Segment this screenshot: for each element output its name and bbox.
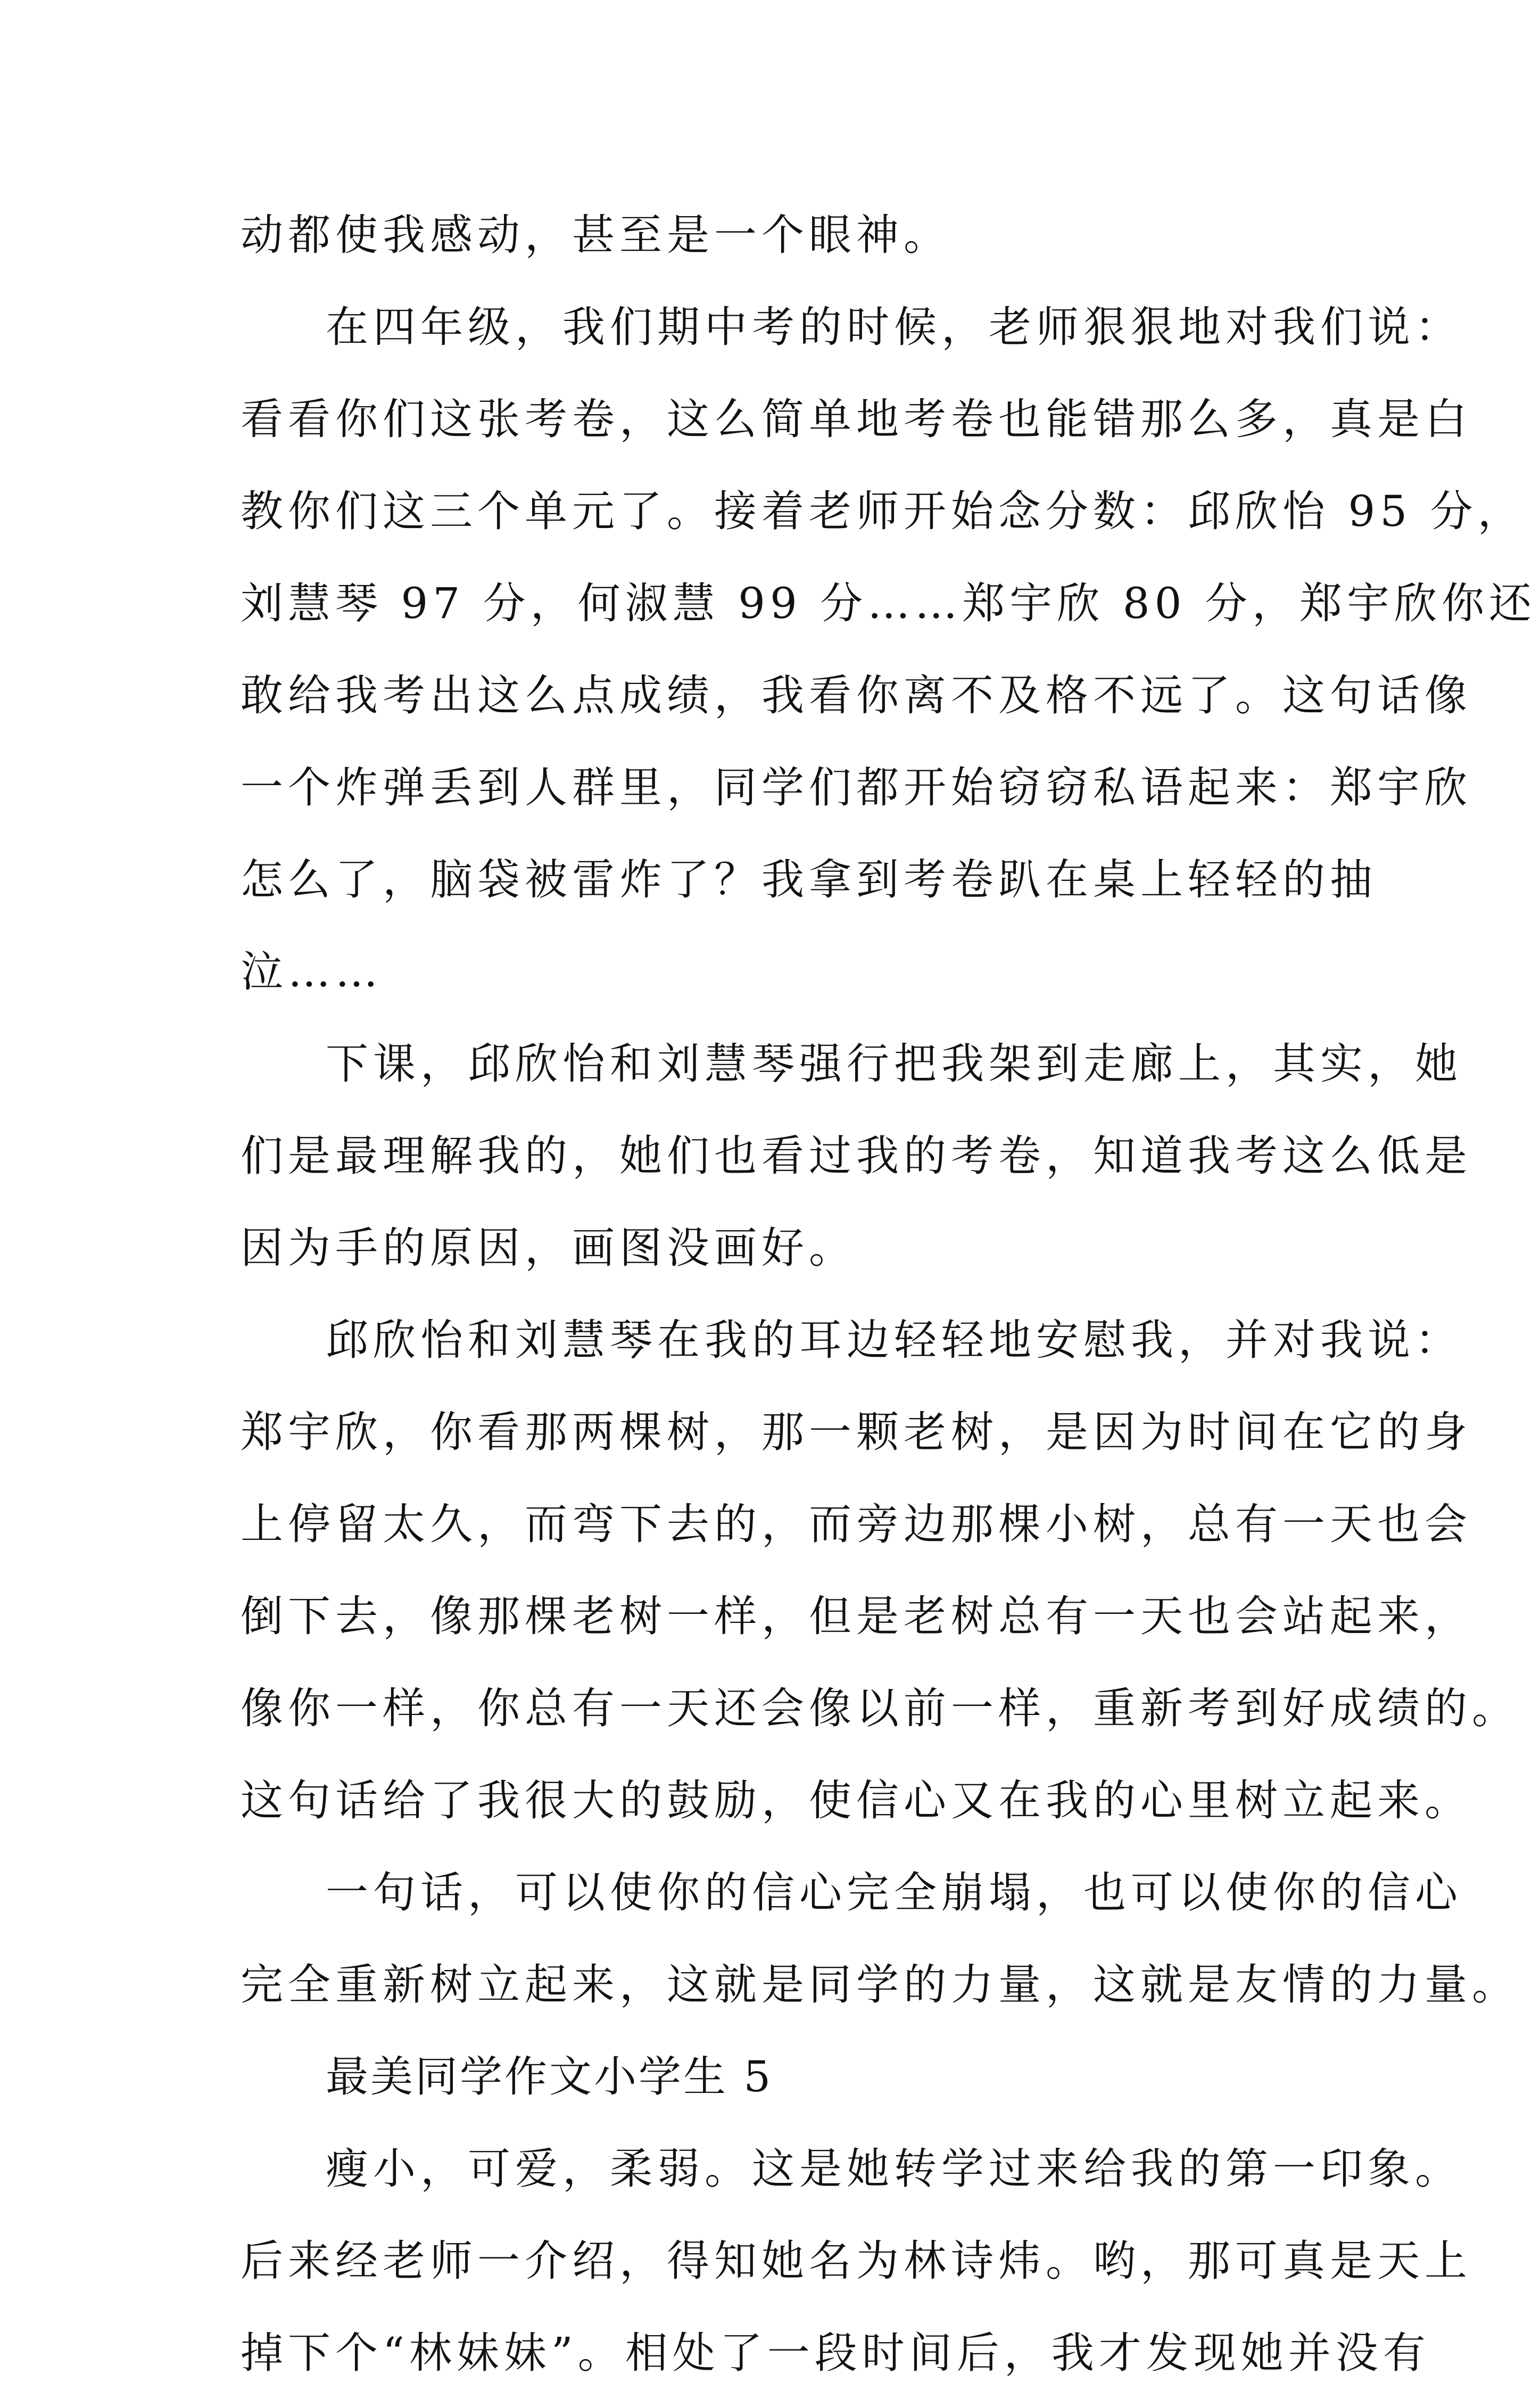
text-line: 泣……	[241, 947, 383, 996]
paragraph-2	[241, 281, 1536, 1018]
text-line: 一句话，可以使你的信心完全崩塌，也可以使你的信心	[326, 1868, 1462, 1917]
text-line: 掉下个“林妹妹”。相处了一段时间后，我才发现她并没有	[241, 2328, 1430, 2378]
essay-body	[241, 189, 1536, 2399]
text-line: 下课，邱欣怡和刘慧琴强行把我架到走廊上，其实，她	[326, 1039, 1462, 1089]
text-line: 一个炸弹丢到人群里，同学们都开始窃窃私语起来：郑宇欣	[241, 763, 1472, 812]
text-line: 在四年级，我们期中考的时候，老师狠狠地对我们说：	[326, 302, 1462, 352]
text-line: 教你们这三个单元了。接着老师开始念分数：邱欣怡 95 分，	[241, 487, 1525, 536]
text-line: 敢给我考出这么点成绩，我看你离不及格不远了。这句话像	[241, 671, 1472, 720]
essay-title: 最美同学作文小学生 5	[326, 2052, 773, 2101]
text-line: 邱欣怡和刘慧琴在我的耳边轻轻地安慰我，并对我说：	[326, 1315, 1462, 1365]
paragraph-6	[241, 2123, 1472, 2399]
section-heading	[241, 2031, 1319, 2123]
text-line: 瘦小，可爱，柔弱。这是她转学过来给我的第一印象。	[326, 2144, 1462, 2194]
text-line: 刘慧琴 97 分，何淑慧 99 分……郑宇欣 80 分，郑宇欣你还	[241, 579, 1536, 628]
text-line: 因为手的原因，画图没画好。	[241, 1223, 856, 1273]
text-line: 像你一样，你总有一天还会像以前一样，重新考到好成绩的。	[241, 1684, 1519, 1733]
paragraph-4	[241, 1294, 1519, 1846]
text-line: 这句话给了我很大的鼓励，使信心又在我的心里树立起来。	[241, 1776, 1472, 1825]
paragraph-3	[241, 1018, 1472, 1294]
text-line: 怎么了，脑袋被雷炸了？我拿到考卷趴在桌上轻轻的抽	[241, 855, 1377, 904]
text-line: 看看你们这张考卷，这么简单地考卷也能错那么多，真是白	[241, 394, 1472, 444]
text-line: 完全重新树立起来，这就是同学的力量，这就是友情的力量。	[241, 1960, 1519, 2009]
paragraph-1	[241, 189, 1319, 281]
text-line: 动都使我感动，甚至是一个眼神。	[241, 210, 951, 260]
text-line: 们是最理解我的，她们也看过我的考卷，知道我考这么低是	[241, 1131, 1472, 1181]
paragraph-5	[241, 1846, 1519, 2031]
text-line: 后来经老师一介绍，得知她名为林诗炜。哟，那可真是天上	[241, 2236, 1472, 2286]
text-line: 倒下去，像那棵老树一样，但是老树总有一天也会站起来，	[241, 1592, 1472, 1641]
text-line: 郑宇欣，你看那两棵树，那一颗老树，是因为时间在它的身	[241, 1407, 1472, 1457]
text-line: 上停留太久，而弯下去的，而旁边那棵小树，总有一天也会	[241, 1499, 1472, 1549]
